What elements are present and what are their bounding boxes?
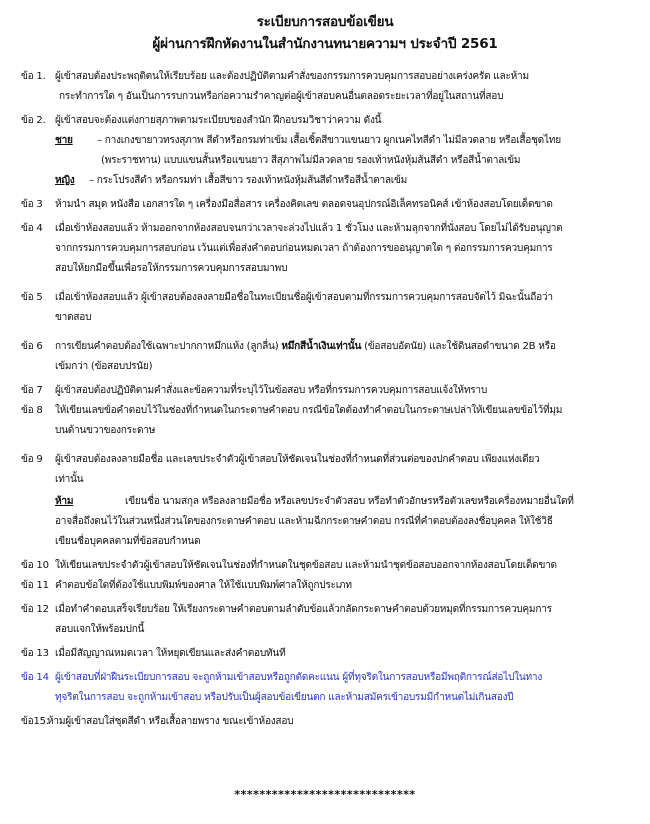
rule-text: จากกรรมการควบคุมการสอบก่อน เว้นแต่เพื่อส่งคำตอบก่อนหมดเวลา ถ้าต้องการขออนุญาตใด ๆ ต่อกรรมการควบคุมการ xyxy=(55,243,553,254)
dress-code-male xyxy=(55,131,625,151)
rule-number: ข้อ 6 xyxy=(21,341,43,352)
rule-text: กระทำการใด ๆ อันเป็นการรบกวนหรือก่อความรำคาญต่อผู้เข้าสอบคนอื่นตลอดระยะเวลาที่อยู่ในสถานที่สอบ xyxy=(59,91,504,102)
rule-9 xyxy=(0,450,650,552)
rule-2 xyxy=(0,111,650,191)
rule-6 xyxy=(0,337,650,377)
rule-12 xyxy=(0,600,650,640)
rule-text: (ข้อสอบอัตนัย) และใช้ดินสอดำขนาด 2B หรือ xyxy=(361,341,556,352)
prohibition-label: ห้าม xyxy=(55,496,74,507)
rule-number: ข้อ 13 xyxy=(21,648,49,659)
rule-number: ข้อ 11 xyxy=(21,580,49,591)
rule-14 xyxy=(0,668,650,708)
rule-text: เมื่อเข้าห้องสอบแล้ว ผู้เข้าสอบต้องลงลายมือชื่อในทะเบียนชื่อผู้เข้าสอบตามที่กรรมการควบคุมการสอบจัดไว้ มิฉะนั้นถือว่า xyxy=(55,292,553,303)
rule-text: ผู้เข้าสอบที่ฝ่าฝืนระเบียบการสอบ จะถูกห้ามเข้าสอบหรือถูกตัดคะแนน ผู้ที่ทุจริตในการสอบหรือมีพฤติการณ์ส่อไปในทาง xyxy=(55,672,542,683)
rule-4 xyxy=(0,219,650,279)
rule-text: เข้มกว่า (ข้อสอบปรนัย) xyxy=(55,361,153,372)
rule-text: ห้ามนำ สมุด หนังสือ เอกสารใด ๆ เครื่องมือสื่อสาร เครื่องคิดเลข ตลอดจนอุปกรณ์อิเล็คทรอนิคส์ เข้าห้องสอบโดยเด็ดขาด xyxy=(55,199,553,210)
rule-3 xyxy=(0,195,650,215)
rule-text: เท่านั้น xyxy=(55,474,84,485)
rule-text: เมื่อทำคำตอบเสร็จเรียบร้อย ให้เรียงกระดาษคำตอบตามลำดับข้อแล้วกลัดกระดาษคำตอบด้วยหมุดที่กรรมการควบคุมการ xyxy=(55,604,552,615)
document-subtitle: ผู้ผ่านการฝึกหัดงานในสำนักงานทนายความฯ ประจำปี 2561 xyxy=(152,36,498,52)
rule-11 xyxy=(0,576,650,596)
rule-8 xyxy=(0,401,650,441)
rule-number: ข้อ 12 xyxy=(21,604,49,615)
rule-text: เขียนชื่อบุคคลตามที่ข้อสอบกำหนด xyxy=(55,536,201,547)
rule-number: ข้อ15. xyxy=(21,716,49,727)
rule-text: ทุจริตในการสอบ จะถูกห้ามเข้าสอบ หรือปรับเป็นผู้สอบข้อเขียนตก และห้ามสมัครเข้าอบรมมีกำหนดไม่เกินสองปี xyxy=(55,692,514,703)
rule-number: ข้อ 7 xyxy=(21,385,43,396)
rule-text: – กระโปรงสีดำ หรือกรมท่า เสื้อสีขาว รองเท้าหนังหุ้มส้นสีดำหรือสีน้ำตาลเข้ม xyxy=(89,175,408,186)
rule-text: เขียนชื่อ นามสกุล หรือลงลายมือชื่อ หรือเลขประจำตัวสอบ หรือทำตัวอักษรหรือตัวเลขหรือเครื่องหมายอื่นใดที่ xyxy=(125,496,574,507)
document-title: ระเบียบการสอบข้อเขียน xyxy=(256,14,394,30)
rule-10 xyxy=(0,556,650,576)
rule-number: ข้อ 1. xyxy=(21,71,46,82)
rule-number: ข้อ 2. xyxy=(21,115,46,126)
rule-text: – กางเกงขายาวทรงสุภาพ สีดำหรือกรมท่าเข้ม เสื้อเชิ้ตสีขาวแขนยาว ผูกเนคไทสีดำ ไม่มีลวดลาย หรือเสื้อชุดไทย xyxy=(97,135,561,146)
rule-text: ห้ามผู้เข้าสอบใส่ชุดสีดำ หรือเสื้อลายพราง ขณะเข้าห้องสอบ xyxy=(47,716,294,727)
rule-5 xyxy=(0,288,650,328)
rule-emphasis: หมึกสีน้ำเงินเท่านั้น xyxy=(281,341,362,352)
rule-number: ข้อ 9 xyxy=(21,454,43,465)
footer-separator: ***************************** xyxy=(234,788,416,801)
rule-text: ให้เขียนเลขข้อคำตอบไว้ในช่องที่กำหนดในกระดาษคำตอบ กรณีข้อใดต้องทำคำตอบในกระดาษเปล่าให้เขียนเลขข้อไว้ที่มุม xyxy=(55,405,563,416)
rule-text: สอบให้ยกมือขึ้นเพื่อรอให้กรรมการควบคุมการสอบมาพบ xyxy=(55,263,288,274)
rule-15 xyxy=(0,712,650,732)
rule-text: คำตอบข้อใดที่ต้องใช้แบบพิมพ์ของศาล ให้ใช้แบบพิมพ์ศาลให้ถูกประเภท xyxy=(55,580,352,591)
female-label: หญิง xyxy=(55,175,75,186)
rule-number: ข้อ 10 xyxy=(21,560,49,571)
rule-number: ข้อ 3 xyxy=(21,199,43,210)
rule-text: เมื่อมีสัญญาณหมดเวลา ให้หยุดเขียนและส่งคำตอบทันที xyxy=(55,648,286,659)
rule-number: ข้อ 8 xyxy=(21,405,43,416)
rule-text: ผู้เข้าสอบต้องปฏิบัติตามคำสั่งและข้อความที่ระบุไว้ในข้อสอบ หรือที่กรรมการควบคุมการสอบแจ้งให้ทราบ xyxy=(55,385,487,396)
rule-text: ผู้เข้าสอบต้องประพฤติตนให้เรียบร้อย และต้องปฏิบัติตามคำสั่งของกรรมการควบคุมการสอบอย่างเคร่งครัด และห้าม xyxy=(55,71,529,82)
rule-text: บนด้านขวาของกระดาษ xyxy=(55,425,156,436)
rule-text: เมื่อเข้าห้องสอบแล้ว ห้ามออกจากห้องสอบจนกว่าเวลาจะล่วงไปแล้ว 1 ชั่วโมง และห้ามลุกจากที่นั่งสอบ โดยไม่ได้รับอนุญาต xyxy=(55,223,563,234)
rule-number: ข้อ 5 xyxy=(21,292,43,303)
rule-text: ผู้เข้าสอบต้องลงลายมือชื่อ และเลขประจำตัวผู้เข้าสอบให้ชัดเจนในช่องที่กำหนดที่ส่วนต่อของปกคำตอบ เพียงแห่งเดียว xyxy=(55,454,540,465)
rule-number: ข้อ 14 xyxy=(21,672,49,683)
rule-text: อาจสื่อถึงตนไว้ในส่วนหนึ่งส่วนใดของกระดาษคำตอบ และห้ามฉีกกระดาษคำตอบ กรณีที่คำตอบต้องลงชื่อบุคคล ให้ใช้วิธี xyxy=(55,516,553,527)
rule-text: ขาดสอบ xyxy=(55,312,92,323)
rule-text: ให้เขียนเลขประจำตัวผู้เข้าสอบให้ชัดเจนในช่องที่กำหนดในชุดข้อสอบ และห้ามนำชุดข้อสอบออกจากห้องสอบโดยเด็ดขาด xyxy=(55,560,557,571)
rule-number: ข้อ 4 xyxy=(21,223,43,234)
dress-code-female xyxy=(55,171,625,191)
rule-13 xyxy=(0,644,650,664)
rule-text: การเขียนคำตอบต้องใช้เฉพาะปากกาหมึกแห้ง (ลูกลื่น) xyxy=(55,341,282,352)
rule-1 xyxy=(0,67,650,107)
rule-text: สอบแจกให้พร้อมปกนี้ xyxy=(55,624,145,635)
rule-text: (พระราชทาน) แบบแขนสั้นหรือแขนยาว สีสุภาพไม่มีลวดลาย รองเท้าหนังหุ้มส้นสีดำ หรือสีน้ำตาลเข้ม xyxy=(101,155,521,166)
rule-7 xyxy=(0,381,650,401)
prohibition xyxy=(55,492,625,512)
rule-text: ผู้เข้าสอบจะต้องแต่งกายสุภาพตามระเบียบของสำนัก ฝึกอบรมวิชาว่าความ ดังนี้ xyxy=(55,115,382,126)
male-label: ชาย xyxy=(55,135,73,146)
